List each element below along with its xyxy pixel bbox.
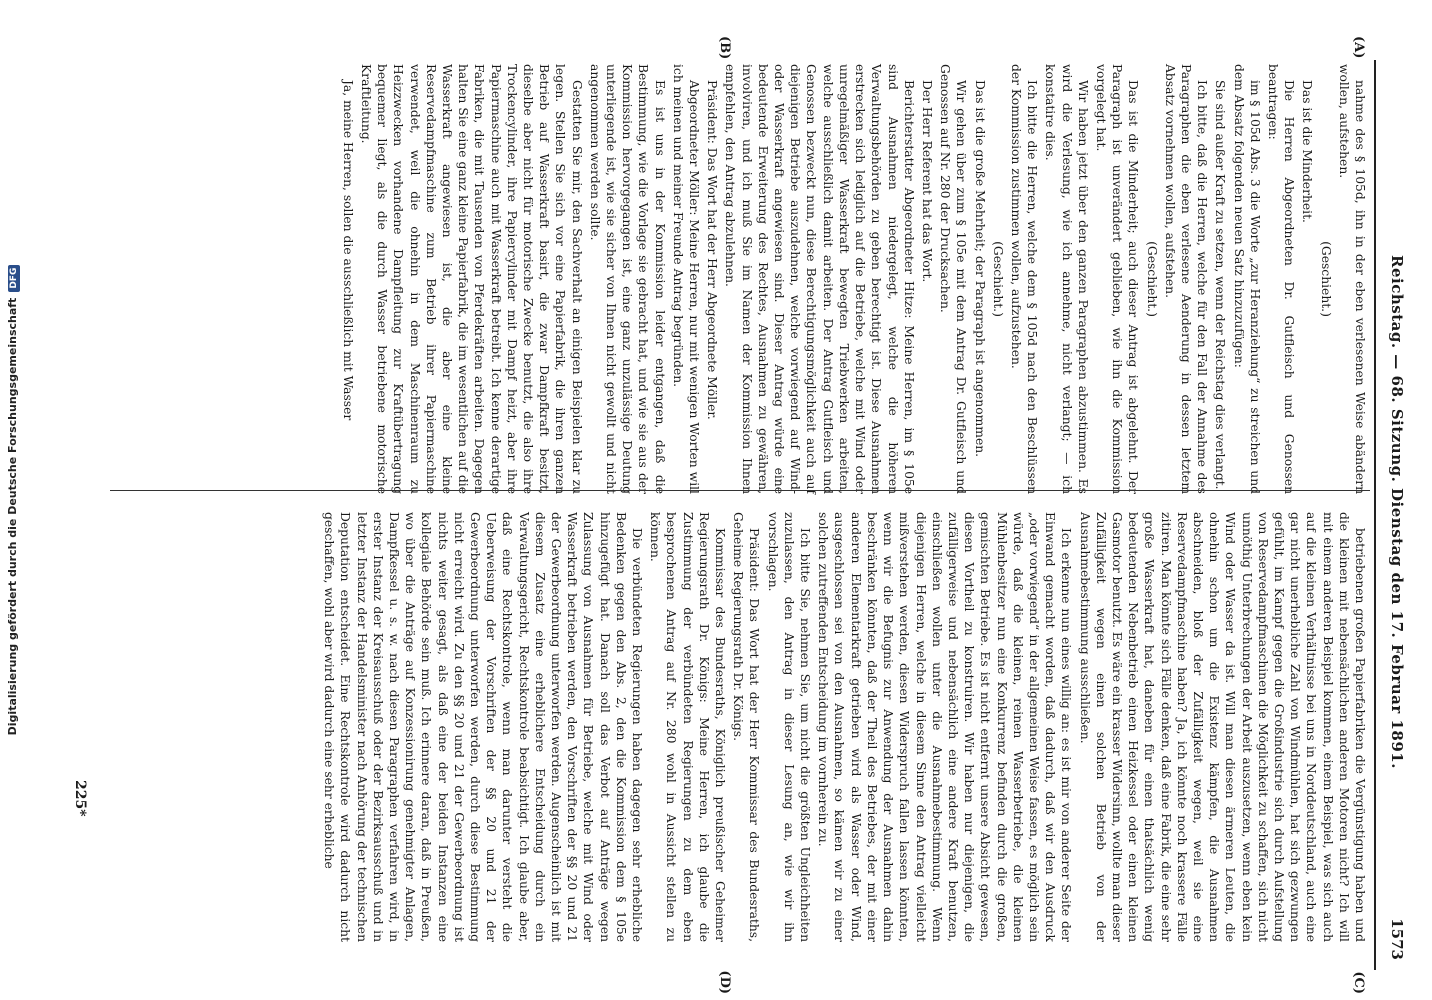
paragraph: im § 105d Abs. 3 die Worte „zur Heranziehung“ zu streichen und dem Absatz folgenden neuen Satz hinzuzufügen:	[1231, 64, 1262, 494]
margin-letter-a: (A)	[1351, 36, 1366, 59]
signature-mark: 225*	[72, 780, 88, 817]
paragraph: (Geschieht.)	[1144, 241, 1159, 317]
paragraph: Die verbündeten Regierungen haben dagegen sehr erhebliche Bedenken gegen den Abs. 2, den die Kommission dem § 105e hinzugefügt hat. Danach soll das Verbot auf Anträge wegen Zulassung von Ausnahmen für Betriebe, welche mit Wind oder Wasserkraft betrieben werden, den Vorschriften der §§ 20 und 21 der Gewerbeordnung unterworfen werden. Augenscheinlich ist mit diesem Zusatz eine erheblichere Entscheidung durch ein Verwaltungsgericht, Rechtskontrole beabsichtigt. Ich glaube aber, daß eine Rechtskontrole, wenn man darunter versteht die Ueberweisung der Vorschriften der §§ 20 und 21 der Gewerbeordnung unterworfen werden, durch diese Bestimmung nicht erreicht wird. Zu den §§ 20 und 21 der Gewerbeordnung ist nichts weiter gesagt, als daß eine der beiden Instanzen eine kollegiale Behörde sein muß. Ich erinnere daran, daß in Preußen, wo über die Anträge auf Konzessionirung genehmigter Anlagen, Dampfkessel u. s. w. nach diesen Paragraphen verfahren wird, in erster Instanz der Kreisausschuß oder der Bezirksausschuß und in letzter Instanz der Handelsminister nach Anhörung der technischen Deputation entscheidet. Eine Rechtskontrole wird dadurch nicht geschaffen, wohl aber wird dadurch eine sehr erhebliche	[322, 512, 645, 942]
column-left	[100, 64, 1368, 494]
paragraph: Ich bitte Sie, nehmen Sie, um nicht die größten Ungleichheiten zuzulassen, den Antrag in dieser Lesung an, wie wir ihn vorschlagen.	[765, 512, 813, 942]
paragraph: Wir haben jetzt über den ganzen Paragraphen abzustimmen. Es wird die Verlesung, wie ich annehme, nicht verlangt; — ich konstatire dies.	[1043, 64, 1090, 494]
margin-letter-c: (C)	[1351, 971, 1366, 994]
paragraph: (Geschieht.)	[990, 241, 1005, 317]
paragraph: Abgeordneter Möller: Meine Herren, nur mit wenigen Worten will ich meinen und meiner Freunde Antrag begründen.	[670, 64, 702, 494]
page-number: 1573	[1388, 918, 1406, 960]
paragraph: Das ist die Minderheit; auch dieser Antrag ist abgelehnt. Der Paragraph ist unverändert geblieben, wie ihn die Kommission vorgelegt hat.	[1093, 64, 1141, 494]
paragraph: Ich erkenne nun eines willig an: es ist mir von anderer Seite der Einwand gemacht worden, daß dadurch, daß wir den Ausdruck „oder vorwiegend“ in der allgemeinen Weise fassen, es möglich sein würde, daß die kleinen, reinen Wasserbetriebe, die kleinen Mühlenbesitzer nun eine Konkurrenz befinden durch die großen, gemischten Betriebe. Es ist nicht entfernt unsere Absicht gewesen, diesen Vortheil zu konstruiren. Wir haben nur diejenigen, die zufälligerweise und nebensächlich eine andere Kraft benutzen, einschließen wollen unter die Ausnahmebestimmung. Wenn diejenigen Herren, welche in diesem Sinne den Antrag vielleicht mißverstehen werden, diesen Widerspruch fallen lassen könnten, wenn wir die Befugnis zur Anwendung der Ausnahmen dahin beschränken könnten, daß der Theil des Betriebes, der mit einer anderen Elementarkraft getrieben wird als Wasser oder Wind, ausgeschlossen sei von den Ausnahmen, so kämen wir zu einer solchen zutreffenden Entscheidung im vornherein zu.	[816, 512, 1074, 942]
paragraph: Das ist die Minderheit.	[1300, 80, 1315, 223]
paragraph: Ja, meine Herren, sollen die ausschließlich mit Wasser	[340, 80, 355, 421]
column-separator	[110, 490, 1370, 491]
paragraph: Wir gehen über zum § 105e mit dem Antrag Dr. Gutfleisch und Genossen auf Nr. 280 der Drucksachen.	[938, 64, 969, 494]
paragraph: Es ist uns in der Kommission leider entgangen, daß die Bestimmung, wie die Vorlage sie gebracht hat, und wie sie aus der Kommission hervorgegangen ist, eine ganz unzulässige Deutung unterliegende ist, wie sie sicher von Ihnen nicht gewollt und nicht angenommen werden sollte.	[587, 64, 667, 494]
column-right	[100, 512, 1368, 942]
paragraph: Ich bitte die Herren, welche dem § 105d nach den Beschlüssen der Kommission zustimmen wollen, aufzustehen.	[1008, 64, 1040, 494]
paragraph: nahme des § 105d, ihn in der eben verlesenen Weise abändern wollen, aufstehen.	[1336, 64, 1367, 494]
footer-text: Digitalisierung gefördert durch die Deutsche Forschungsgemeinschaft	[6, 297, 19, 736]
digitization-footer	[6, 0, 26, 1000]
paragraph: Der Herr Referent hat das Wort.	[919, 80, 934, 283]
margin-letter-b: (B)	[717, 36, 732, 60]
paragraph: Sie sind außer Kraft zu setzen, wenn der Reichstag dies verlangt.	[1213, 80, 1228, 490]
paragraph: Berichterstatter Abgeordneter Hitze: Meine Herren, im § 105e sind Ausnahmen niedergelegt, welche die höheren Verwaltungsbehörden zu geben berechtigt ist. Diese Ausnahmen erstrecken sich lediglich auf die Betriebe, welche mit Wind oder unregelmäßiger Wasserkraft bewegten Triebwerken arbeiten, welche ausschließlich damit arbeiten. Der Antrag Gutfleisch und Genossen bezweckt nun, diese Berechtigungsmöglichkeit auch auf diejenigen Betriebe auszudehnen, welche vorwiegend auf Wind- oder Wasserkraft angewiesen sind. Dieser Antrag würde eine bedeutende Erweiterung des Rechtes, Ausnahmen zu gewähren, involviren, und ich muß Sie im Namen der Kommission Ihnen empfehlen, den Antrag abzulehnen.	[723, 64, 916, 494]
page-header	[1380, 64, 1410, 960]
paragraph: Gestatten Sie mir, den Sachverhalt an einigen Beispielen klar zu legen. Stellen Sie sich vor eine Papierfabrik, die ihren ganzen Betrieb auf Wasserkraft basirt, die zwar Dampfkraft besitzt, dieselbe aber nicht für motorische Zwecke benutzt, die also ihre Trockencylinder, ihre Papiercylinder mit Dampf heizt, aber ihre Papiermaschine auch mit Wasserkraft betreibt. Ich kenne derartige Fabriken, die mit Tausenden von Pferdekräften arbeiten. Dagegen halten Sie eine ganz kleine Papierfabrik, die im wesentlichen auf die Wasserkraft angewiesen ist, die aber eine kleine Reservedampfmaschine zum Betrieb ihrer Papiermaschine verwendet, weil die ohnehin in dem Maschinenraum zu Heizzwecken vorhandene Dampfleitung zur Kraftübertragung bequemer liegt, als die durch Wasser betriebene motorische Kraftleitung.	[359, 64, 584, 494]
header-title: Reichstag. — 68. Sitzung. Dienstag den 17. Februar 1891.	[1388, 255, 1406, 769]
paragraph: Das ist die große Mehrheit; der Paragraph ist angenommen.	[972, 80, 987, 458]
margin-letter-d: (D)	[717, 970, 732, 994]
paragraph: betriebenen großen Papierfabriken die Vergünstigung haben und die kleinen mit nebensächlichen anderen Motoren nicht? Ich will mit einem anderen Beispiel kommen, einem Beispiel, was sich auch auf die kleinen Verhältnisse bei uns in Norddeutschland, auch eine gar nicht unerhebliche Zahl von Windmühlen, hat sich gezwungen gefühlt, im Kampf gegen die Großindustrie sich durch Aufstellung von Reservedampfmaschinen die Möglichkeit zu schaffen, sich nicht unnöthig Unterbrechungen der Arbeit auszusetzen, wenn eben kein Wind oder Wasser da ist. Will man diesen ärmeren Leuten, die ohnehin schon um die Existenz kämpfen, die Ausnahmen abschneiden, bloß der Zufälligkeit wegen, weil sie eine Reservedampfmaschine haben? Ja, ich könnte noch krassere Fälle zitiren. Man könnte sich Fälle denken, daß eine Fabrik, die eine sehr große Wasserkraft hat, daneben für einen thatsächlich wenig bedeutenden Nebenbetrieb einen Heizkessel oder einen kleinen Gasmotor benutzt. Es wäre ein krasser Widersinn, wollte man dieser Zufälligkeit wegen einen solchen Betrieb von der Ausnahmebestimmung ausschließen.	[1077, 512, 1367, 942]
paragraph: Präsident: Das Wort hat der Herr Abgeordnete Möller.	[705, 80, 720, 420]
paragraph: Kommissar des Bundesraths, Königlich preußischer Geheimer Regierungsrath Dr. Königs: Meine Herren, ich glaube die Zustimmung der verbündeten Regierungen zu dem eben besprochenen Antrag auf Nr. 280 wohl in Aussicht stellen zu können.	[648, 512, 728, 942]
dfg-logo: DFG	[8, 265, 20, 292]
paragraph: Die Herren Abgeordneten Dr. Gutfleisch und Genossen beantragen:	[1265, 64, 1297, 494]
header-rule	[1374, 60, 1376, 970]
paragraph: Präsident: Das Wort hat der Herr Kommissar des Bundesraths, Geheime Regierungsrath Dr. Königs.	[731, 512, 762, 942]
paragraph: Ich bitte, daß die Herren, welche für den Fall der Annahme des Paragraphen die eben verlesene Aenderung in dessen letztem Absatz vornehmen wollen, aufstehen.	[1162, 64, 1210, 494]
paragraph: (Geschieht.)	[1318, 241, 1333, 317]
